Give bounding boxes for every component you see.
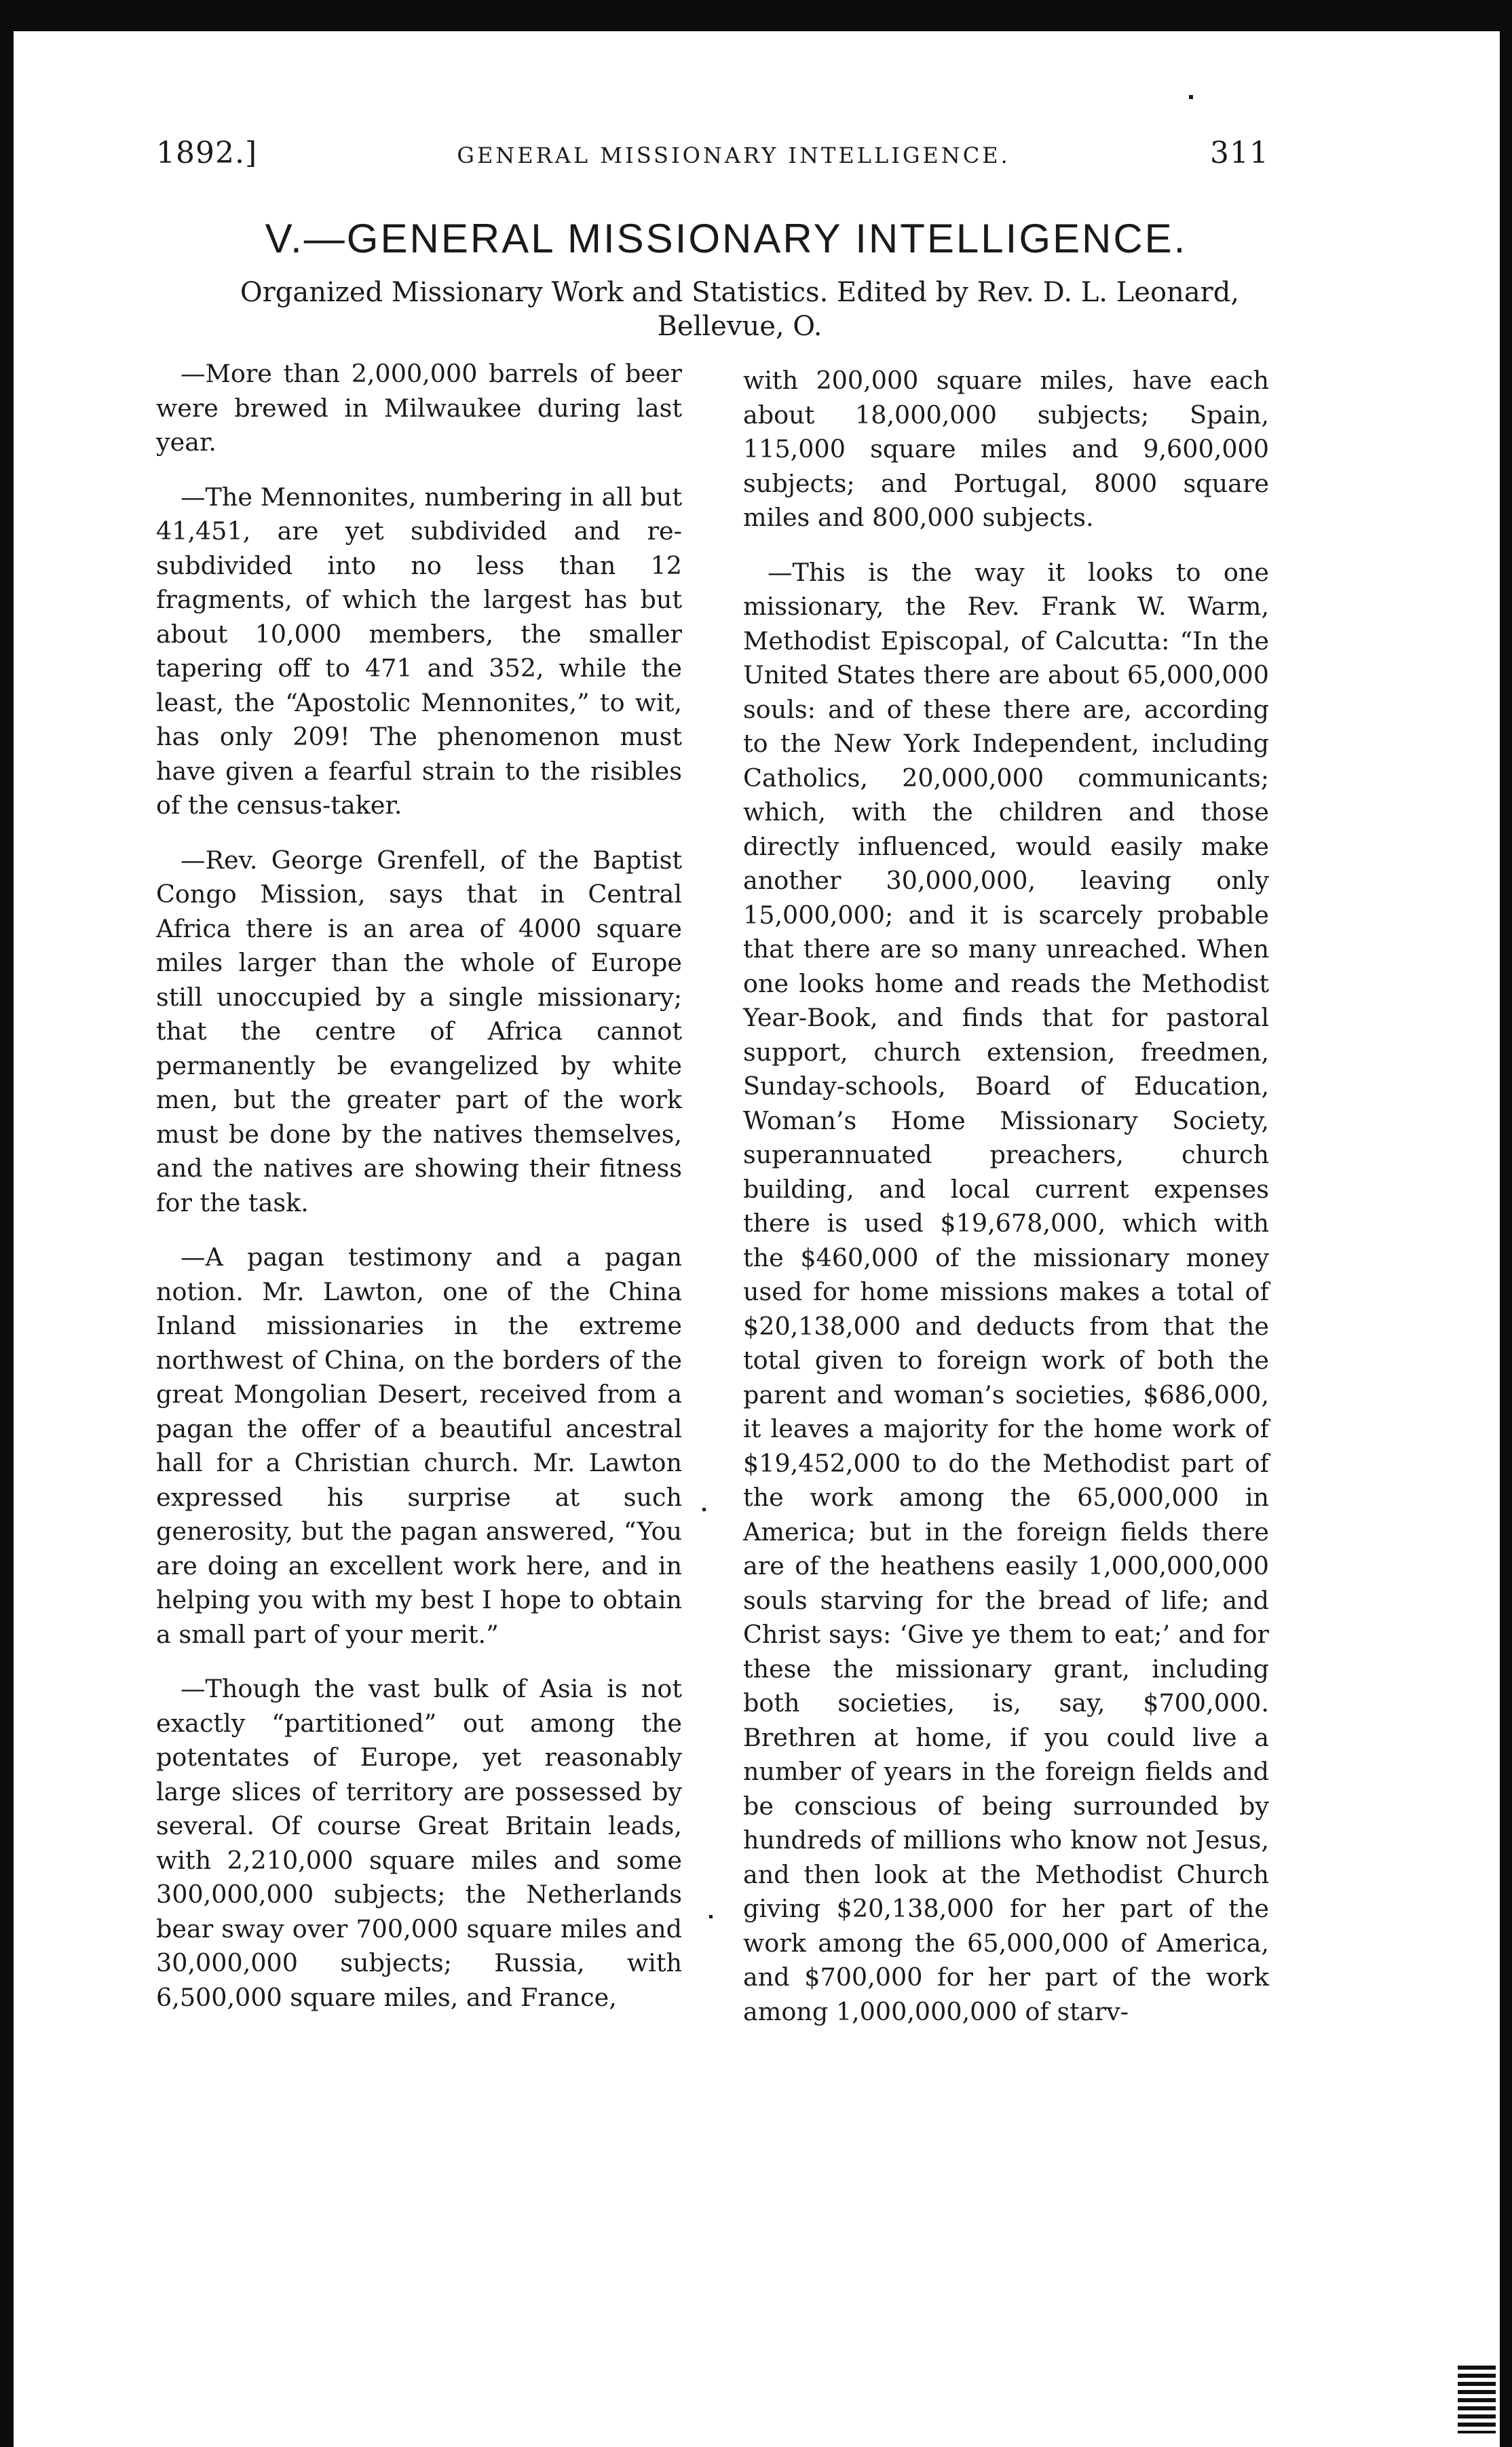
header-page-number: 311: [1210, 136, 1269, 170]
section-subheading: [210, 276, 1269, 343]
paragraph-asia-continued: with 200,000 square miles, have each about 18,000,000 subjects; Spain, 115,000 square miles and 9,600,000 subjects; and Portugal, 8000 square miles and 800,000 subjects.: [743, 366, 1269, 532]
page-body: [156, 136, 1269, 2049]
two-column-body: [156, 357, 1269, 2049]
scan-edge-ink-mark: [1458, 2366, 1496, 2433]
subheading-line-1: Organized Missionary Work and Statistics. Edited by Rev. D. L. Leonard,: [240, 277, 1240, 308]
left-column: [156, 357, 682, 2049]
paragraph-grenfell: —Rev. George Grenfell, of the Baptist Congo Mission, says that in Central Africa there is an area of 4000 square miles larger than the whole of Europe still unoccupied by a single missionary; that the centre of Africa cannot permanently be evangelized by white men, but the greater part of the work must be done by the natives themselves, and the natives are showing their fitness for the task.: [156, 845, 682, 1217]
header-year: 1892.]: [156, 136, 258, 170]
paragraph-beer: —More than 2,000,000 barrels of beer were brewed in Milwaukee during last year.: [156, 359, 682, 457]
paragraph-pagan-testimony: —A pagan testimony and a pagan notion. Mr. Lawton, one of the China Inland missionaries in the extreme northwest of China, on the borders of the great Mongolian Desert, received from a pagan the offer of a beautiful ancestral hall for a Christian church. Mr. Lawton expressed his surprise at such generosity, but the pagan answered, “You are doing an excellent work here, and in helping you with my best I hope to obtain a small part of your merit.”: [156, 1243, 682, 1649]
subheading-line-2: Bellevue, O.: [657, 311, 823, 342]
scan-left-border: [0, 0, 14, 2447]
scan-speck-lower: [709, 1915, 713, 1918]
scan-top-border: [0, 0, 1512, 31]
paragraph-asia-partition: —Though the vast bulk of Asia is not exactly “partitioned” out among the potentates of Europe, yet reasonably large slices of territory are possessed by several. Of course Great Britain leads, with 2,210,000 square miles and some 300,000,000 subjects; the Netherlands bear sway over 700,000 square miles and 30,000,000 subjects; Russia, with 6,500,000 square miles, and France,: [156, 1674, 682, 2012]
right-column: [743, 364, 1269, 2049]
paragraph-warm-letter: —This is the way it looks to one missionary, the Rev. Frank W. Warm, Methodist Episcopal, of Calcutta: “In the United States there are about 65,000,000 souls: and of these there are, according to the New York Independent, including Catholics, 20,000,000 communicants; which, with the children and those directly influenced, would easily make another 30,000,000, leaving only 15,000,000; and it is scarcely probable that there are so many unreached. When one looks home and reads the Methodist Year-Book, and finds that for pastoral support, church extension, freedmen, Sunday-schools, Board of Education, Woman’s Home Missionary Society, superannuated preachers, church building, and local current expenses there is used $19,678,000, which with the $460,000 of the missionary money used for home missions makes a total of $20,138,000 and deducts from that the total given to foreign work of both the parent and woman’s societies, $686,000, it leaves a majority for the home work of $19,452,000 to do the Methodist part of the work among the 65,000,000 in America; but in the foreign fields there are of the heathens easily 1,000,000,000 souls starving for the bread of life; and Christ says: ‘Give ye them to eat;’ and for these the missionary grant, including both societies, is, say, $700,000. Brethren at home, if you could live a number of years in the foreign fields and be conscious of being surrounded by hundreds of millions who know not Jesus, and then look at the Methodist Church giving $20,138,000 for her part of the work among the 65,000,000 of America, and $700,000 for her part of the work among 1,000,000,000 of starv-: [743, 557, 1269, 2026]
paragraph-mennonites: —The Mennonites, numbering in all but 41,451, are yet subdivided and re-subdivided into no less than 12 fragments, of which the largest has but about 10,000 members, the smaller tapering off to 471 and 352, while the least, the “Apostolic Mennonites,” to wit, has only 209! The phenomenon must have given a fearful strain to the risibles of the census-taker.: [156, 482, 682, 820]
header-running-title: GENERAL MISSIONARY INTELLIGENCE.: [457, 143, 1010, 168]
section-title: V.—GENERAL MISSIONARY INTELLIGENCE.: [265, 216, 1188, 261]
running-head: [156, 136, 1269, 170]
scan-speck-mid: [702, 1508, 706, 1511]
scan-right-border: [1500, 0, 1512, 2447]
scan-speck-top: [1189, 95, 1193, 99]
